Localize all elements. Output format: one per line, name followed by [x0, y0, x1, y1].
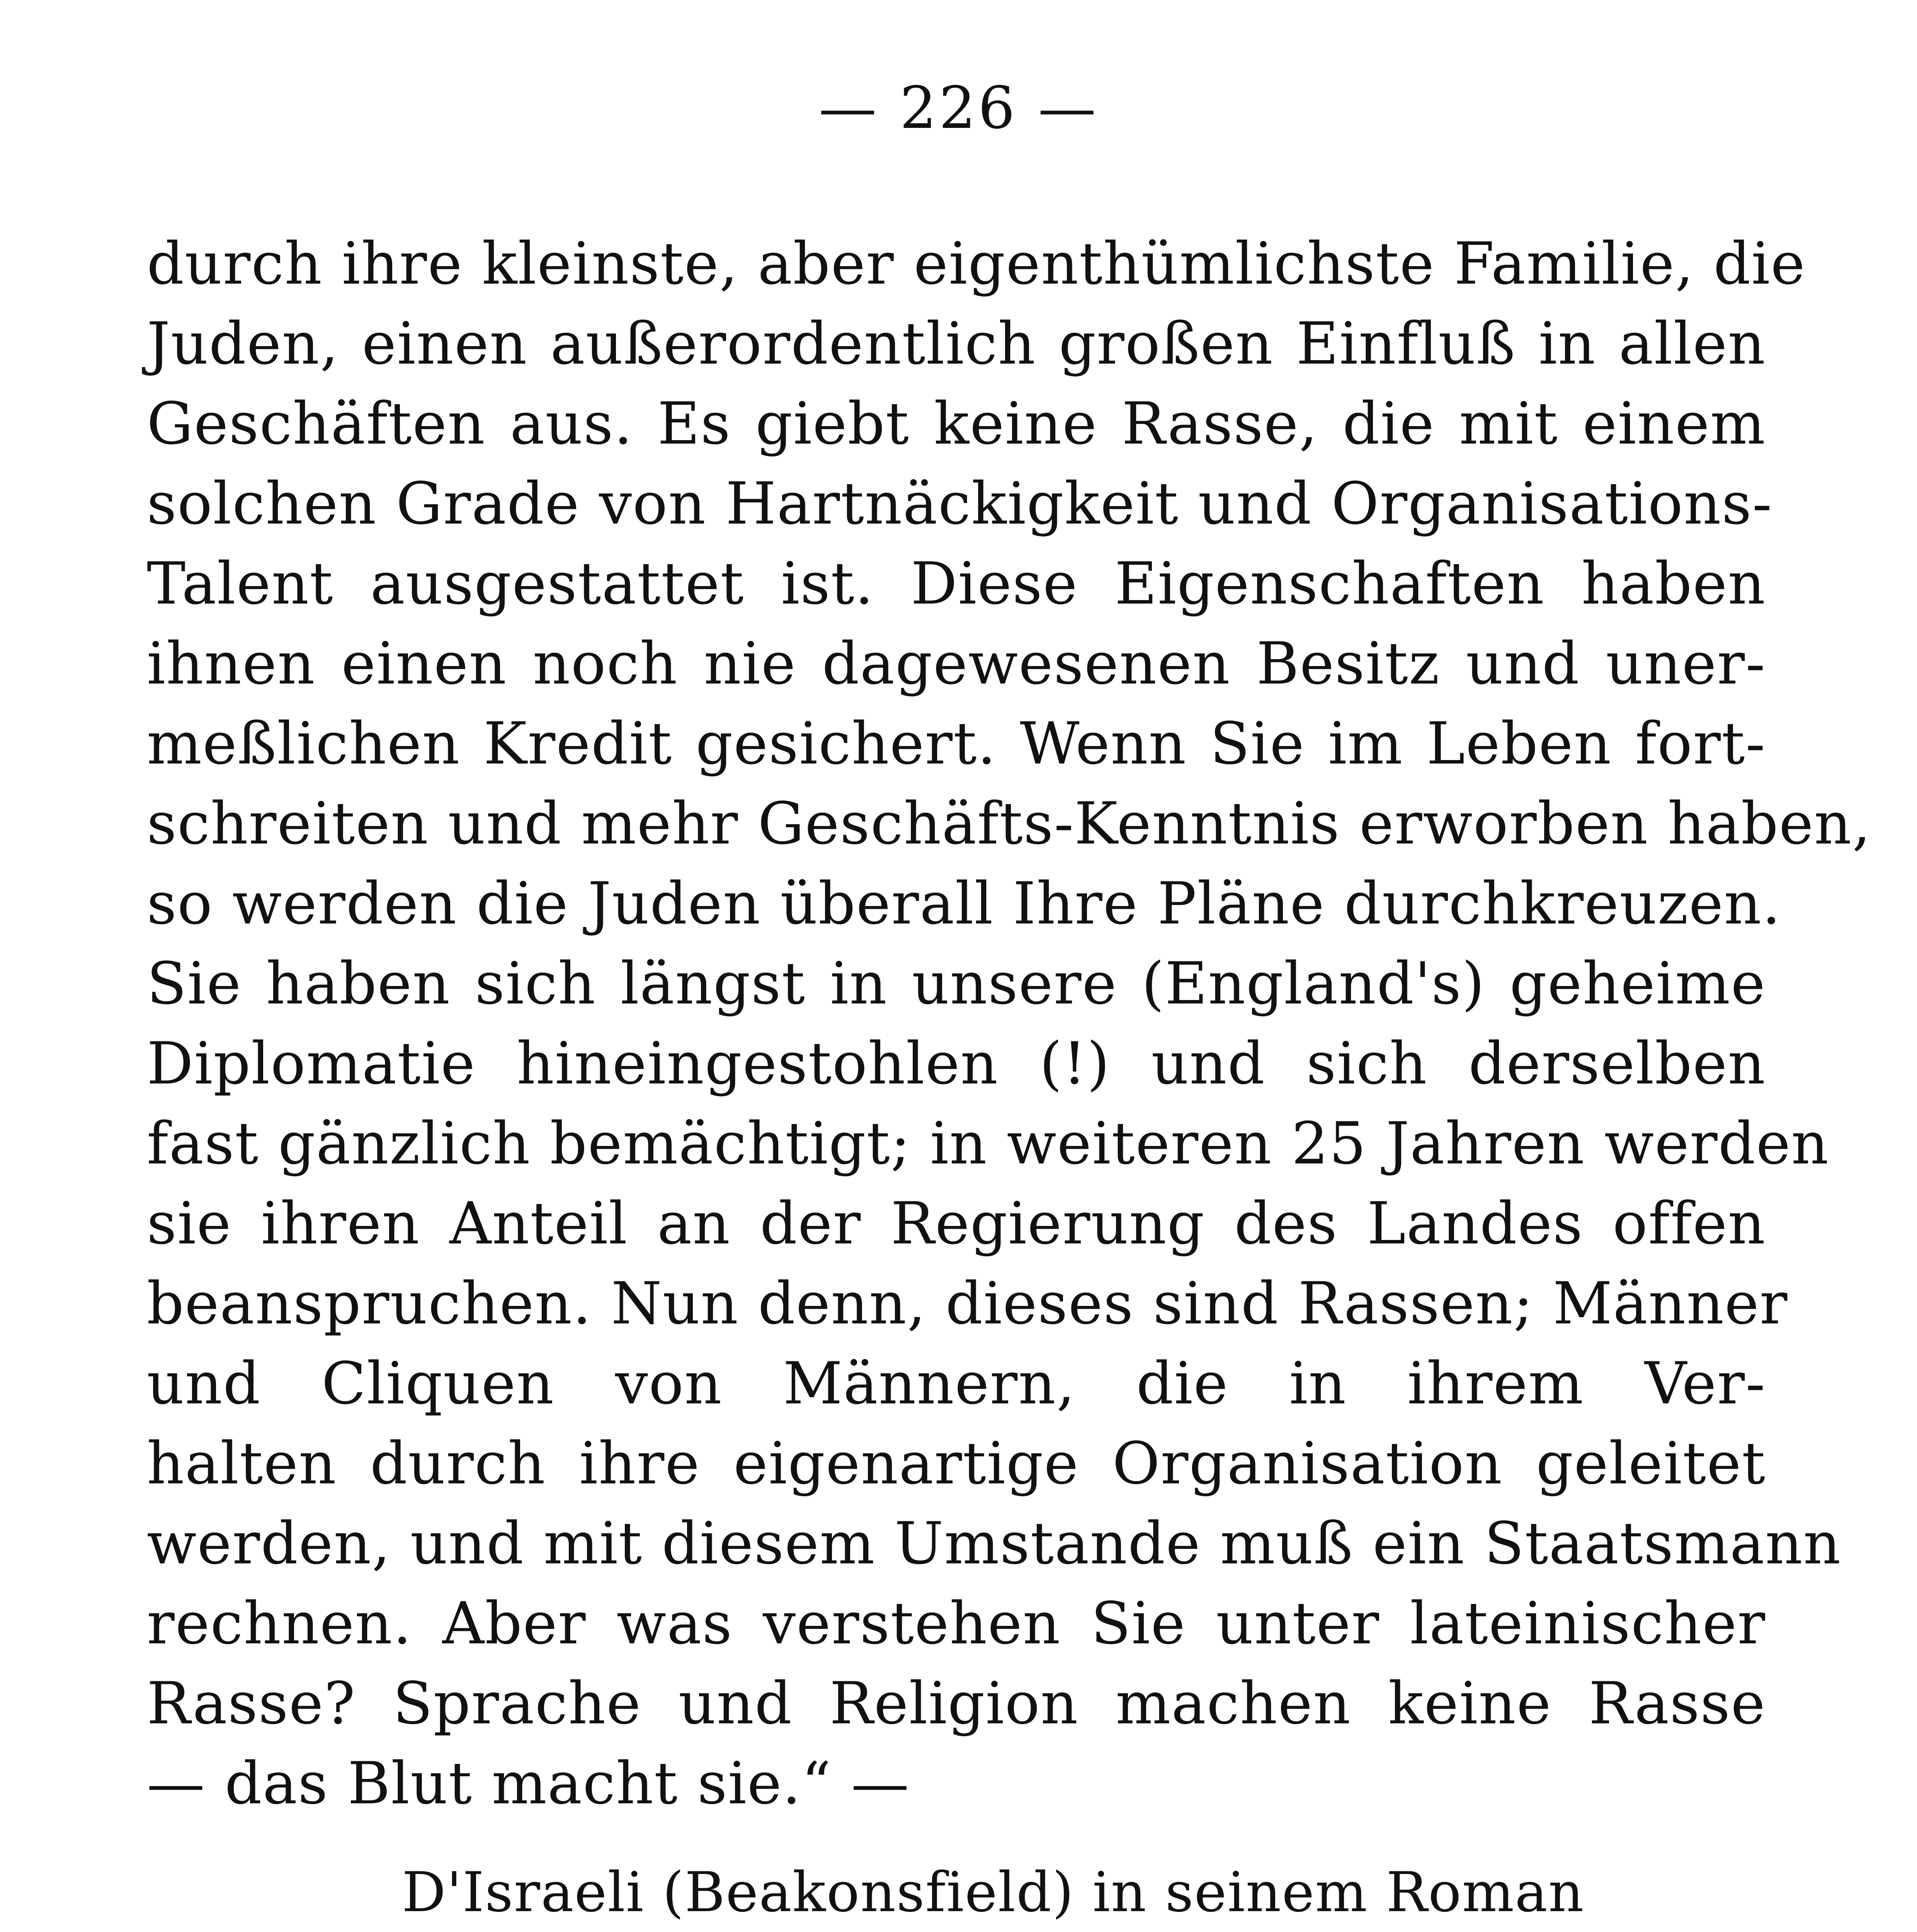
text-line: ihnen einen noch nie dagewesenen Besitz und uner-	[147, 630, 1766, 697]
text-line: Geschäften aus. Es giebt keine Rasse, die mit einem	[147, 390, 1766, 457]
text-line: beanspruchen. Nun denn, dieses sind Rassen; Männer	[147, 1270, 1788, 1337]
text-line: Juden, einen außerordentlich großen Einfluß in allen	[147, 310, 1766, 378]
text-line: rechnen. Aber was verstehen Sie unter lateinischer	[147, 1590, 1766, 1657]
text-line: — das Blut macht sie.“ —	[147, 1750, 910, 1817]
citation-source	[0, 1930, 1917, 1932]
text-line: halten durch ihre eigenartige Organisation geleitet	[147, 1430, 1766, 1497]
text-line: fast gänzlich bemächtigt; in weiteren 25 Jahren werden	[147, 1110, 1829, 1177]
text-line: meßlichen Kredit gesichert. Wenn Sie im Leben fort-	[147, 710, 1766, 777]
text-line: so werden die Juden überall Ihre Pläne durchkreuzen.	[147, 870, 1781, 937]
text-line: werden, und mit diesem Umstande muß ein Staatsmann	[147, 1510, 1842, 1577]
text-line: Sie haben sich längst in unsere (England's) geheime	[147, 950, 1766, 1017]
text-line: solchen Grade von Hartnäckigkeit und Organisations-	[147, 470, 1773, 537]
citation-line: D'Israeli (Beakonsfield) in seinem Roman	[402, 1861, 1585, 1924]
text-line: schreiten und mehr Geschäfts-Kenntnis erworben haben,	[147, 790, 1871, 857]
citation-author	[0, 1855, 1917, 1930]
main-text-block	[147, 224, 1871, 1824]
citation-line	[0, 1930, 1917, 1932]
text-line: Talent ausgestattet ist. Diese Eigenschaften haben	[147, 550, 1766, 617]
text-line: und Cliquen von Männern, die in ihrem Ver-	[147, 1350, 1766, 1417]
text-line: Diplomatie hineingestohlen (!) und sich derselben	[147, 1030, 1766, 1097]
page-number-header: — 226 —	[818, 75, 1099, 142]
text-line: durch ihre kleinste, aber eigenthümlichste Familie, die	[147, 230, 1806, 298]
text-line: sie ihren Anteil an der Regierung des Landes offen	[147, 1190, 1766, 1257]
text-line: Rasse? Sprache und Religion machen keine Rasse	[147, 1670, 1766, 1737]
